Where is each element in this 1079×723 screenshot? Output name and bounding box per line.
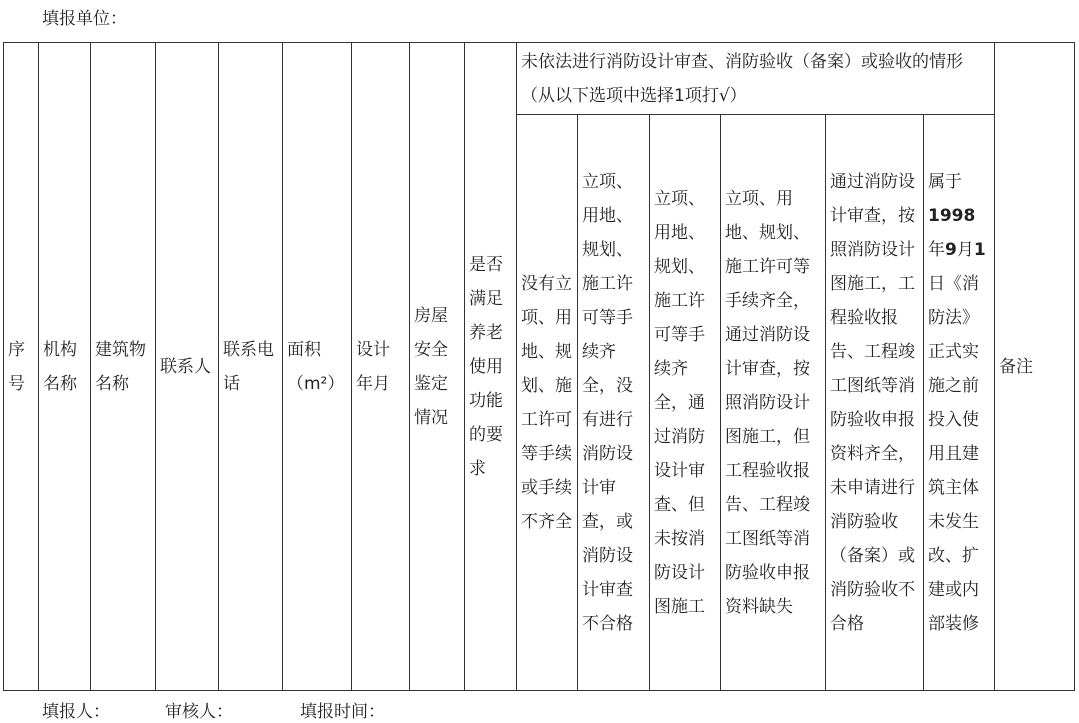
col-header-org-name: 机构名称 xyxy=(39,43,91,691)
option-not-built-per-design: 立项、用地、规划、施工许可等手续齐全，通过消防设计审查、但未按消防设计图施工 xyxy=(650,115,721,691)
option-no-approval: 没有立项、用地、规划、施工许可等手续或手续不齐全 xyxy=(517,115,578,691)
opt6-day: 1 xyxy=(973,239,986,260)
col-header-design-year: 设计年月 xyxy=(352,43,410,691)
filler-label: 填报人： xyxy=(42,702,110,722)
col-header-building-name: 建筑物名称 xyxy=(91,43,156,691)
col-header-fire-review-group: 未依法进行消防设计审查、消防验收（备案）或验收的情形（从以下选项中选择1项打√） xyxy=(517,43,995,115)
opt6-month: 9 xyxy=(945,239,957,260)
reviewer-label: 审核人： xyxy=(165,702,233,722)
report-form-table xyxy=(3,42,1075,691)
option-pre-1998-building xyxy=(924,115,995,691)
col-header-elderly-function: 是否满足养老使用功能的要求 xyxy=(465,43,517,691)
col-header-area: 面积（m²） xyxy=(283,43,352,691)
col-header-safety-appraisal: 房屋安全鉴定情况 xyxy=(410,43,465,691)
opt6-year-unit: 年 xyxy=(928,239,945,260)
opt6-year: 1998 xyxy=(928,205,976,226)
reporting-unit-label: 填报单位： xyxy=(42,9,127,29)
col-header-contact: 联系人 xyxy=(156,43,219,691)
option-no-acceptance-application: 通过消防设计审查，按照消防设计图施工，工程验收报告、工程竣工图纸等消防验收申报资料齐全，未申请进行消防验收（备案）或消防验收不合格 xyxy=(826,115,924,691)
opt6-month-unit: 月 xyxy=(956,239,974,260)
col-header-phone: 联系电话 xyxy=(219,43,283,691)
fill-time-label: 填报时间： xyxy=(300,702,385,722)
opt6-rest: 日《消防法》正式实施之前投入使用且建筑主体未发生改、扩建或内部装修 xyxy=(928,273,979,634)
opt6-prefix: 属于 xyxy=(928,171,962,192)
col-header-remarks: 备注 xyxy=(995,43,1075,691)
option-no-design-review: 立项、用地、规划、施工许可等手续齐全，没有进行消防设计审查，或消防设计审查不合格 xyxy=(578,115,650,691)
option-missing-acceptance-docs: 立项、用地、规划、施工许可等手续齐全，通过消防设计审查，按照消防设计图施工，但工程验收报告、工程竣工图纸等消防验收申报资料缺失 xyxy=(721,115,826,691)
col-header-seq: 序号 xyxy=(4,43,39,691)
